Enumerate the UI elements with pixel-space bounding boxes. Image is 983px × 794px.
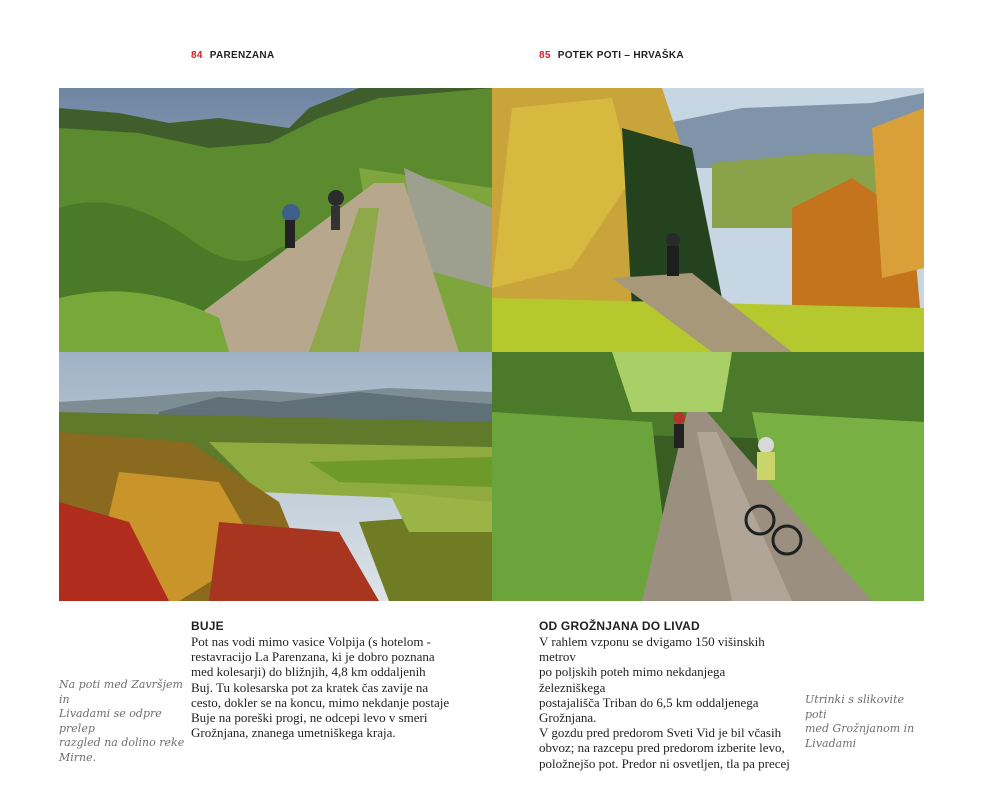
body-line: položnejšo pot. Predor ni osvetljen, tla pa precej <box>539 755 790 771</box>
left-page-number: 84 <box>191 50 203 61</box>
body-line: V gozdu pred predorom Sveti Vid je bil včasih <box>539 725 782 741</box>
photo-cyclists-hillside-path <box>59 88 492 352</box>
caption-line: razgled na dolino reke <box>59 736 185 749</box>
caption-line: Na poti med Završjem in <box>59 678 183 706</box>
photo-green-forest-road-cyclists <box>492 352 924 601</box>
caption-line: Utrinki s slikovite poti <box>805 693 905 721</box>
left-photo-caption <box>59 678 187 765</box>
right-page-running-title: POTEK POTI – HRVAŠKA <box>557 50 684 61</box>
right-page-number: 85 <box>539 50 551 61</box>
body-line: V rahlem vzponu se dvigamo 150 višinskih metrov <box>539 634 765 665</box>
body-line: Grožnjana. <box>539 710 597 726</box>
right-page-header <box>539 50 684 61</box>
caption-line: med Grožnjanom in <box>805 722 915 735</box>
left-page-header <box>191 50 274 61</box>
body-line: Buj. Tu kolesarska pot za kratek čas zavije na <box>191 679 429 695</box>
body-line: cesto, dokler se na koncu, mimo nekdanje postaje <box>191 694 450 710</box>
photo-mirna-valley-panorama <box>59 352 492 601</box>
body-line: postajališča Triban do 6,5 km oddaljenega <box>539 694 759 710</box>
section-heading-groznjan-livade: OD GROŽNJANA DO LIVAD <box>539 619 700 633</box>
section-body-buje <box>191 634 456 740</box>
photo-autumn-forest-cyclist <box>492 88 924 352</box>
body-line: Buje na poreški progi, ne odcepi levo v smeri <box>191 710 428 726</box>
caption-line: Mirne. <box>59 750 97 764</box>
left-page-running-title: PARENZANA <box>209 50 275 61</box>
body-line: Pot nas vodi mimo vasice Volpija (s hotelom - <box>191 634 432 649</box>
section-heading-buje: BUJE <box>191 619 224 633</box>
right-photo-caption <box>805 693 925 751</box>
body-line: po poljskih poteh mimo nekdanjega železniškega <box>539 664 726 695</box>
section-body-groznjan-livade <box>539 634 794 771</box>
body-line: med kolesarji) do bližnjih, 4,8 km oddaljenih <box>191 664 426 680</box>
caption-line: Livadami se odpre prelep <box>59 707 162 735</box>
caption-line: Livadami <box>805 736 857 750</box>
body-line: Grožnjana, znanega umetniškega kraja. <box>191 725 396 741</box>
body-line: obvoz; na razcepu pred predorom izberite levo, <box>539 740 785 756</box>
body-line: restavracijo La Parenzana, ki je dobro poznana <box>191 649 435 665</box>
